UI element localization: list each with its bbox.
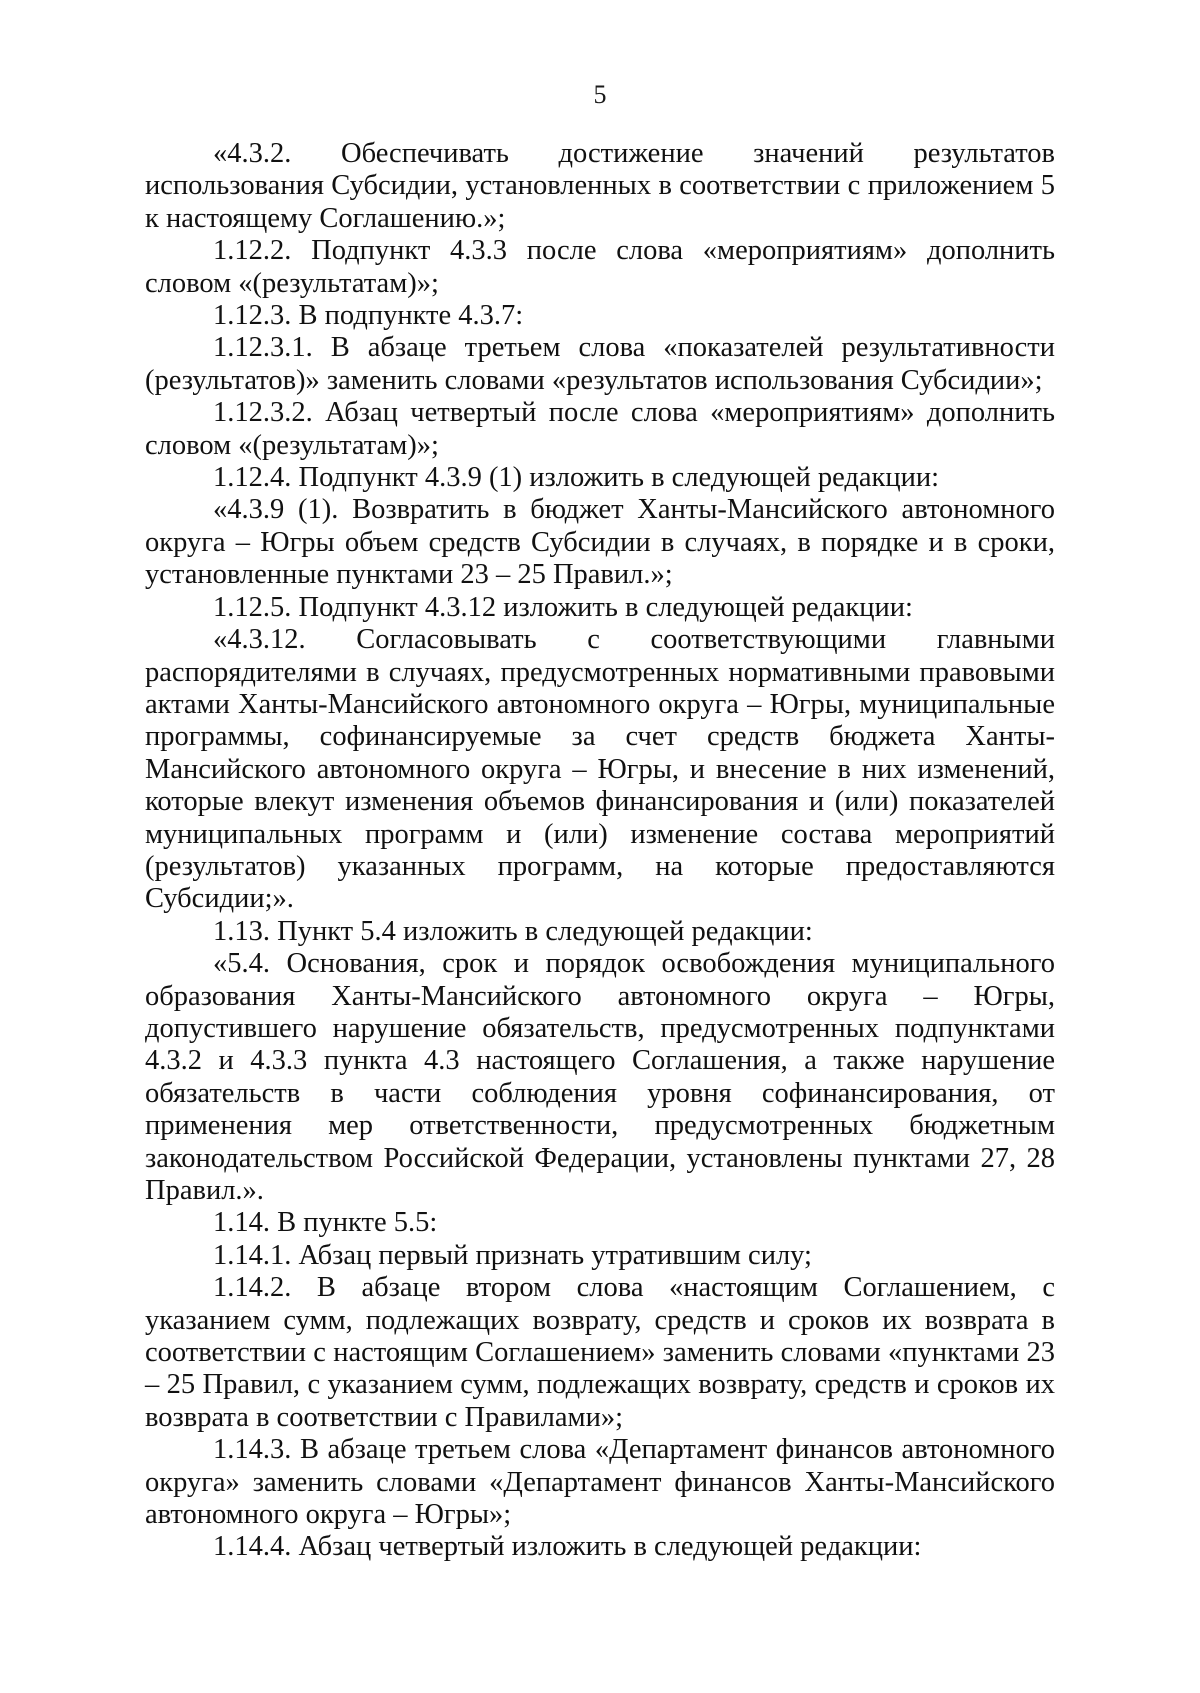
paragraph-1-12-3: 1.12.3. В подпункте 4.3.7: xyxy=(213,300,524,332)
paragraph-1-12-2: 1.12.2. Подпункт 4.3.3 после слова «мероприятиям» дополнить словом «(результатам)»; xyxy=(145,235,1055,299)
paragraph-1-14: 1.14. В пункте 5.5: xyxy=(213,1207,438,1239)
paragraph-1-12-3-1: 1.12.3.1. В абзаце третьем слова «показателей результативности (результатов)» заменить словами «результатов использования Субсидии»; xyxy=(145,332,1055,396)
paragraph-1-12-3-2: 1.12.3.2. Абзац четвертый после слова «мероприятиям» дополнить словом «(результатам)»; xyxy=(145,397,1055,461)
paragraph-1-13: 1.13. Пункт 5.4 изложить в следующей редакции: xyxy=(213,915,813,947)
document-body xyxy=(145,138,1055,1564)
paragraph-1-12-5: 1.12.5. Подпункт 4.3.12 изложить в следующей редакции: xyxy=(213,591,913,623)
paragraph-5-4-text: «5.4. Основания, срок и порядок освобождения муниципального образования Ханты-Мансийского автономного округа – Югры, допустившего нарушение обязательств, предусмотренных подпунктами 4.3.2 и 4.3.3 пункта 4.3 настоящего Соглашения, а также нарушение обязательств в части соблюдения уровня софинансирования, от применения мер ответственности, предусмотренных бюджетным законодательством Российской Федерации, установлены пунктами 27, 28 Правил.». xyxy=(145,948,1055,1206)
paragraph-1-14-1: 1.14.1. Абзац первый признать утратившим силу; xyxy=(213,1239,812,1271)
paragraph-1-12-4: 1.12.4. Подпункт 4.3.9 (1) изложить в следующей редакции: xyxy=(213,462,940,494)
paragraph-1-14-4: 1.14.4. Абзац четвертый изложить в следующей редакции: xyxy=(213,1531,922,1563)
paragraph-4-3-2-text: «4.3.2. Обеспечивать достижение значений результатов использования Субсидии, установленных в соответствии с приложением 5 к настоящему Соглашению.»; xyxy=(145,138,1055,234)
page-number: 5 xyxy=(593,80,607,109)
paragraph-1-14-3: 1.14.3. В абзаце третьем слова «Департамент финансов автономного округа» заменить словами «Департамент финансов Ханты-Мансийского автономного округа – Югры»; xyxy=(145,1434,1055,1531)
paragraph-1-14-2: 1.14.2. В абзаце втором слова «настоящим Соглашением, с указанием сумм, подлежащих возврату, средств и сроков их возврата в соответствии с настоящим Соглашением» заменить словами «пунктами 23 – 25 Правил, с указанием сумм, подлежащих возврату, средств и сроков их возврата в соответствии с Правилами»; xyxy=(145,1272,1055,1433)
paragraph-4-3-9-text: «4.3.9 (1). Возвратить в бюджет Ханты-Мансийского автономного округа – Югры объем средств Субсидии в случаях, в порядке и в сроки, установленные пунктами 23 – 25 Правил.»; xyxy=(145,494,1055,591)
paragraph-4-3-12-text: «4.3.12. Согласовывать с соответствующими главными распорядителями в случаях, предусмотренных нормативными правовыми актами Ханты-Мансийского автономного округа – Югры, муниципальные программы, софинансируемые за счет средств бюджета Ханты-Мансийского автономного округа – Югры, и внесение в них изменений, которые влекут изменения объемов финансирования и (или) показателей муниципальных программ и (или) изменение состава мероприятий (результатов) указанных программ, на которые предоставляются Субсидии;». xyxy=(145,624,1055,915)
